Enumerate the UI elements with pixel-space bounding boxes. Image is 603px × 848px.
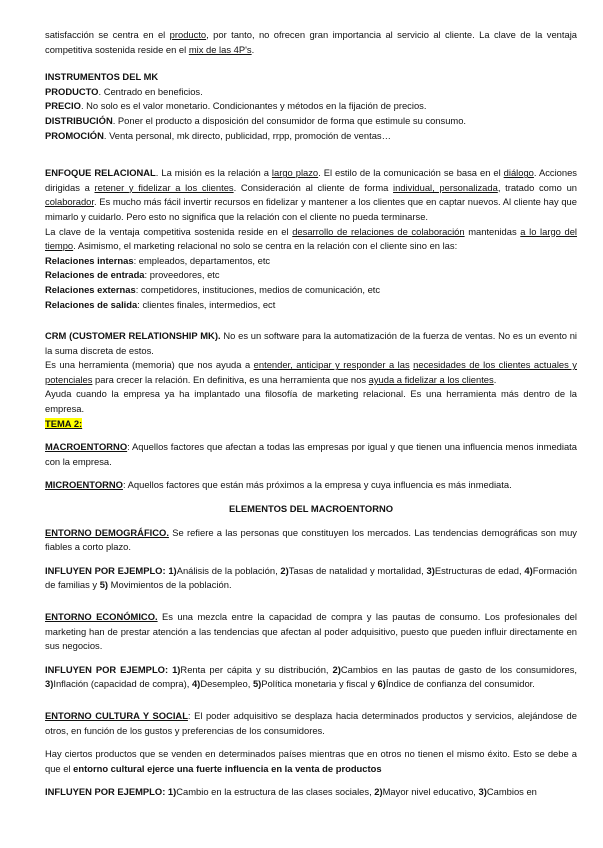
underlined-term: retener y fidelizar a los clientes — [94, 181, 234, 193]
item-text: . Poner el producto a disposición del consumidor de forma que estimule su consumo. — [112, 114, 467, 126]
underlined-term: colaborador — [45, 196, 94, 208]
underlined-term: desarrollo de relaciones de colaboración — [292, 225, 465, 237]
text-run: : Aquellos factores que afectan a todas las empresas por igual y que tienen una influencia menos inmediata con la empresa. — [45, 441, 577, 467]
item-number: 6) — [377, 678, 386, 690]
elementos-heading: ELEMENTOS DEL MACROENTORNO — [228, 503, 394, 515]
item-text: Movimientos de la población. — [108, 579, 232, 591]
bold-underlined-term: MACROENTORNO — [45, 441, 128, 453]
item-text: . Venta personal, mk directo, publicidad, rrpp, promoción de ventas… — [103, 129, 391, 141]
instrumentos-heading: INSTRUMENTOS DEL MK — [45, 71, 159, 83]
underlined-term: producto — [169, 29, 207, 40]
underlined-term: individual, personalizada — [393, 181, 498, 193]
text-run: , por tanto, no ofrecen gran importancia al servicio al cliente. La clave de la ventaja competitiva sostenida reside en el — [45, 29, 577, 55]
item-label: PRODUCTO — [45, 85, 99, 97]
economico-paragraph — [45, 610, 577, 654]
crm-herramienta-paragraph — [45, 358, 577, 387]
text-run: . — [251, 43, 255, 55]
item-text: : competidores, instituciones, medios de comunicación, etc — [135, 283, 381, 295]
crm-paragraph — [45, 329, 577, 358]
instrumento-precio — [45, 99, 577, 114]
bold-underlined-term: ENTORNO ECONÓMICO. — [45, 611, 158, 622]
item-number: : 1) — [162, 786, 177, 798]
item-text: Política monetaria y fiscal y — [261, 678, 378, 690]
item-number: 5) — [99, 579, 109, 591]
item-label: PROMOCIÓN — [45, 129, 104, 141]
text-run: Hay ciertos productos que se venden en determinados países mientras que en otros no tienen el mismo éxito. Esto se debe a que el — [45, 748, 577, 774]
microentorno-paragraph — [45, 478, 577, 493]
bold-underlined-term: MICROENTORNO — [45, 479, 123, 491]
item-number: : 1) — [162, 564, 177, 576]
demografico-paragraph — [45, 526, 577, 555]
macroentorno-paragraph — [45, 440, 577, 469]
bold-term: INFLUYEN POR EJEMPLO — [45, 564, 163, 576]
item-text: Tasas de natalidad y mortalidad, — [288, 564, 427, 576]
bold-term: entorno cultural ejerce una fuerte influencia en la venta de productos — [73, 762, 382, 774]
text-run: No es un software para la automatización de la fuerza de ventas. No es un evento ni la suma discreta de estos. — [45, 330, 577, 356]
text-run: . Consideración al cliente de forma — [233, 181, 394, 193]
bold-term: ENFOQUE RELACIONAL — [45, 167, 156, 179]
relaciones-internas — [45, 254, 577, 269]
item-label: DISTRIBUCIÓN — [45, 114, 113, 126]
item-label: Relaciones externas — [45, 283, 136, 295]
instrumento-distribucion — [45, 114, 577, 129]
bold-term: INFLUYEN POR EJEMPLO — [45, 663, 165, 675]
text-run: Es una herramienta (memoria) que nos ayuda a — [45, 359, 254, 371]
item-text: : clientes finales, intermedios, ect — [137, 298, 276, 310]
text-run: , tratado como un — [497, 181, 578, 193]
underlined-term: largo plazo — [271, 167, 319, 179]
bold-term: INFLUYEN POR EJEMPLO — [45, 786, 163, 798]
bold-underlined-term: ENTORNO DEMOGRÁFICO. — [45, 526, 169, 538]
crm-ayuda-paragraph: Ayuda cuando la empresa ya ha implantado una filosofía de marketing relacional. Es una herramienta más dentro de la empresa. — [45, 388, 577, 415]
item-text: . No solo es el valor monetario. Condicionantes y métodos en la fijación de precios. — [80, 100, 427, 112]
text-run: satisfacción se centra en el — [45, 29, 170, 40]
item-number: 2) — [332, 663, 341, 675]
enfoque-relacional-paragraph — [45, 166, 577, 224]
item-number: 3) — [478, 786, 487, 798]
text-run: . — [493, 373, 497, 385]
cultural-productos-paragraph — [45, 747, 577, 776]
item-number: 2) — [280, 564, 289, 576]
item-text: Mayor nivel educativo, — [382, 786, 479, 798]
underlined-term: ayuda a fidelizar a los clientes — [368, 373, 494, 385]
demografico-influyen — [45, 564, 577, 593]
item-number: 3) — [45, 678, 54, 690]
item-number: 5) — [252, 678, 262, 690]
underlined-term: diálogo — [503, 167, 534, 179]
item-label: Relaciones de salida — [45, 298, 138, 310]
item-text: Formación de familias y — [45, 564, 578, 591]
text-run: . Asimismo, el marketing relacional no solo se centra en la relación con el cliente sino en las: — [73, 240, 458, 252]
instrumento-promocion — [45, 129, 577, 144]
text-run: para crecer la relación. En definitiva, es una herramienta que nos — [92, 373, 369, 385]
item-number: 4) — [524, 564, 533, 576]
item-text: Cambios en las pautas de gasto de los consumidores, — [340, 663, 578, 675]
cultural-paragraph — [45, 709, 577, 738]
item-text: : empleados, departamentos, etc — [133, 254, 271, 266]
bold-term: CRM (CUSTOMER RELATIONSHIP MK). — [45, 330, 221, 342]
item-label: Relaciones internas — [45, 254, 134, 266]
text-run: . Es mucho más fácil invertir recursos en fidelizar y mantener a los clientes que en captar nuevos. Al cliente hay que mimarlo y cuidarlo. Pero esto no significa que la relación con el cliente no pueda terminarse. — [45, 196, 577, 222]
item-text: . Centrado en beneficios. — [98, 85, 203, 97]
intro-paragraph — [45, 28, 577, 57]
item-text: Cambios en — [486, 786, 537, 798]
underlined-term: entender, anticipar y responder a las — [253, 359, 410, 371]
text-run: : Aquellos factores que están más próximos a la empresa y cuya influencia es más inmediata. — [122, 479, 512, 491]
item-text: Renta per cápita y su distribución, — [180, 663, 333, 675]
underlined-term: mix de las 4P's — [188, 43, 252, 55]
relaciones-externas — [45, 283, 577, 298]
item-label: Relaciones de entrada — [45, 269, 145, 281]
text-run: mantenidas — [464, 225, 521, 237]
item-text: Inflación (capacidad de compra), — [53, 678, 192, 690]
item-number: : 1) — [164, 663, 181, 675]
cultural-influyen — [45, 785, 577, 800]
economico-influyen — [45, 663, 577, 692]
item-text: Índice de confianza del consumidor. — [385, 678, 535, 690]
relaciones-salida — [45, 298, 577, 313]
item-number: 2) — [374, 786, 383, 798]
text-run: Se refiere a las personas que constituyen los mercados. Las tendencias demográficas son muy fiables a corto plazo. — [45, 526, 577, 553]
item-text: Análisis de la población, — [176, 564, 281, 576]
item-text: : proveedores, etc — [144, 269, 220, 281]
tema-2-label — [45, 417, 577, 432]
item-text: Estructuras de edad, — [434, 564, 525, 576]
item-text: Cambio en la estructura de las clases sociales, — [176, 786, 375, 798]
item-text: Desempleo, — [200, 678, 253, 690]
text-run: . Acciones dirigidas a — [45, 167, 577, 193]
ventaja-competitiva-paragraph — [45, 225, 577, 254]
text-run: . El estilo de la comunicación se basa en el — [318, 167, 504, 179]
highlighted-heading: TEMA 2: — [45, 417, 83, 429]
bold-underlined-term: ENTORNO CULTURA Y SOCIAL — [45, 709, 188, 721]
text-run: : El poder adquisitivo se desplaza hacia determinados productos y servicios, alejándose de otros, en función de los gustos y preferencias de los consumidores. — [45, 709, 577, 736]
text-run: Es una mezcla entre la capacidad de compra y las pautas de consumo. Los profesionales del marketing han de prestar atención a las tendencias que afectan al poder adquisitivo, puesto que pueden influir directamente en sus negocios. — [45, 611, 577, 652]
underlined-term: a lo largo del tiempo — [45, 225, 578, 252]
text-run: La clave de la ventaja competitiva sostenida reside en el — [45, 225, 293, 237]
instrumento-producto — [45, 85, 577, 100]
text-run: . La misión es la relación a — [155, 167, 272, 179]
item-number: 3) — [426, 564, 435, 576]
underlined-term: necesidades de los clientes actuales y potenciales — [45, 359, 577, 385]
item-label: PRECIO — [45, 100, 81, 112]
relaciones-entrada — [45, 268, 577, 283]
item-number: 4) — [191, 678, 201, 690]
